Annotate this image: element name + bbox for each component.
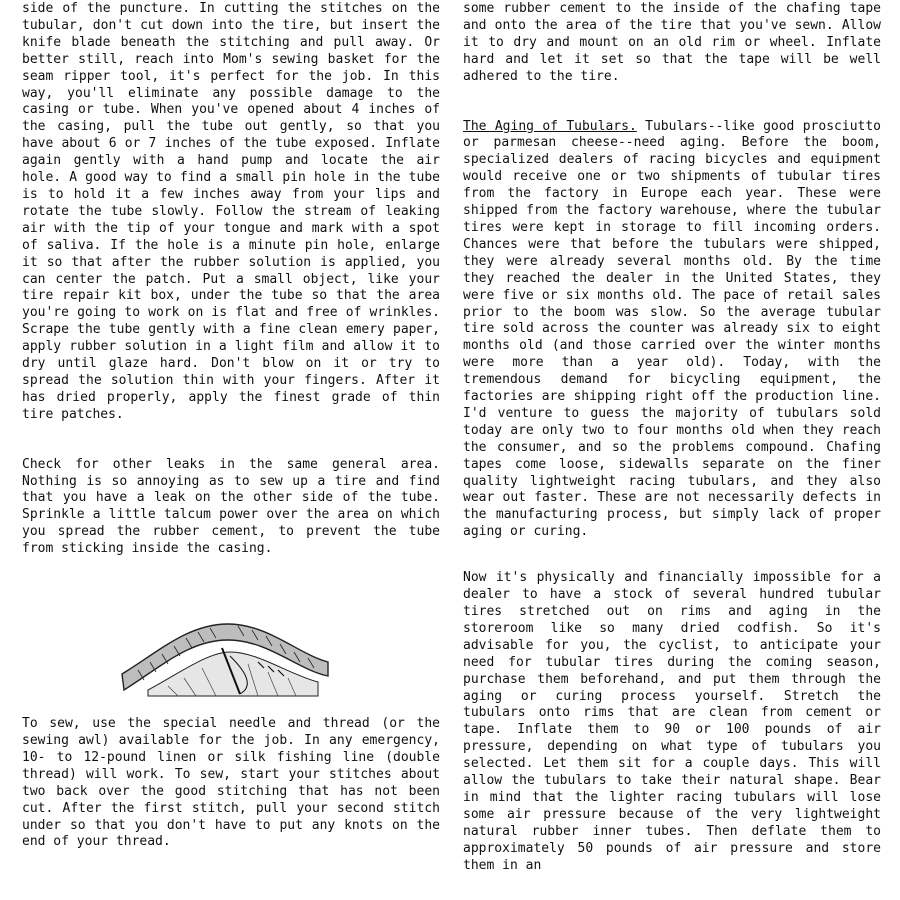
figure <box>22 578 440 702</box>
right-paragraph-1: some rubber cement to the inside of the chafing tape and onto the area of the tire that you've sewn. Allow it to dry and mount on an old rim or wheel. Inflate hard and let it set so that the tape will be well adhered to the tire. <box>463 1 881 84</box>
right-paragraph-2-text: Tubulars--like good prosciutto or parmesan cheese--need aging. Before the boom, specialized dealers of racing bicycles and equipment would receive one or two shipments of tubular tires from the factory in Europe each year. These were shipped from the factory warehouse, where the tubular tires were kept in storage to fill incoming orders. Chances were that before the tubulars were shipped, they were already several months old. By the time they reached the dealer in the United States, they were five or six months old. The pace of retail sales prior to the boom was slow. So the average tubular tire sold across the counter was already six to eight months old (and those carried over the winter months were more than a year old). Today, with the tremendous demand for bicycling equipment, the factories are shipping right off the production line. I'd venture to guess the majority of tubulars sold today are only two to four months old when they reach the consumer, and so the problems compound. Chafing tapes come loose, sidewalls separate on the finer quality lightweight racing tubulars, and they also wear out faster. These are not necessarily defects in the manufacturing process, but simply lack of proper aging or curing. <box>463 118 881 540</box>
spacer <box>463 86 881 119</box>
right-paragraph-2 <box>463 119 881 542</box>
left-column <box>22 1 440 851</box>
right-paragraph-3: Now it's physically and financially impossible for a dealer to have a stock of several hundred tubular tires stretched out on rims and aging in the storeroom like so many dried codfish. So it's advisable for you, the cyclist, to anticipate your need for tubular tires during the coming season, purchase them beforehand, and put them through the aging or curing process yourself. Stretch the tubulars onto rims that are clean from cement or tape. Inflate them to 90 or 100 pounds of air pressure, depending on what type of tubulars you selected. Let them sit for a couple days. This will allow the tubulars to take their natural shape. Bear in mind that the lighter racing tubulars will lose some air pressure because of the very lightweight natural rubber inner tubes. Then deflate them to approximately 50 pounds of air pressure and store them in an <box>463 570 881 873</box>
left-paragraph-2: Check for other leaks in the same general area. Nothing is so annoying as to sew up a tire and find that you have a leak on the other side of the tube. Sprinkle a little talcum power over the area on which you spread the rubber cement, to prevent the tube from sticking inside the casing. <box>22 456 440 557</box>
section-heading: The Aging of Tubulars. <box>463 118 637 134</box>
left-paragraph-1: side of the puncture. In cutting the stitches on the tubular, don't cut down into the tire, but insert the knife blade beneath the stitching and pull away. Or better still, reach into Mom's sewing basket for the seam ripper tool, it's perfect for the job. In this way, you'll eliminate any possible damage to the casing or tube. When you've opened about 4 inches of the casing, pull the tube out gently, so that you have about 6 or 7 inches of the tube exposed. Inflate again gently with a hand pump and locate the air hole. A good way to find a small pin hole in the tube is to hold it a few inches away from your lips and rotate the tube slowly. Follow the stream of leaking air with the tip of your tongue and mark with a spot of saliva. If the hole is a minute pin hole, enlarge it so that after the rubber solution is applied, you can center the patch. Put a small object, like your tire repair kit box, under the tube so that the area you're going to work on is flat and free of wrinkles. Scrape the tube gently with a fine clean emery paper, apply rubber solution in a light film and allow it to dry until glaze hard. Don't blow on it or try to spread the solution thin with your fingers. After it has dried properly, apply the finest grade of thin tire patches. <box>22 1 440 422</box>
left-paragraph-3: To sew, use the special needle and thread (or the sewing awl) available for the job. In any emergency, 10- to 12-pound linen or silk fishing line (double thread) will work. To sew, start your stitches about two back over the good stitching that has not been cut. After the first stitch, pull your second stitch under so that you don't have to put any knots on the end of your thread. <box>22 716 440 850</box>
spacer <box>22 424 440 457</box>
tire-sewing-illustration-icon <box>118 604 332 700</box>
right-column <box>463 1 881 875</box>
spacer <box>463 541 881 570</box>
